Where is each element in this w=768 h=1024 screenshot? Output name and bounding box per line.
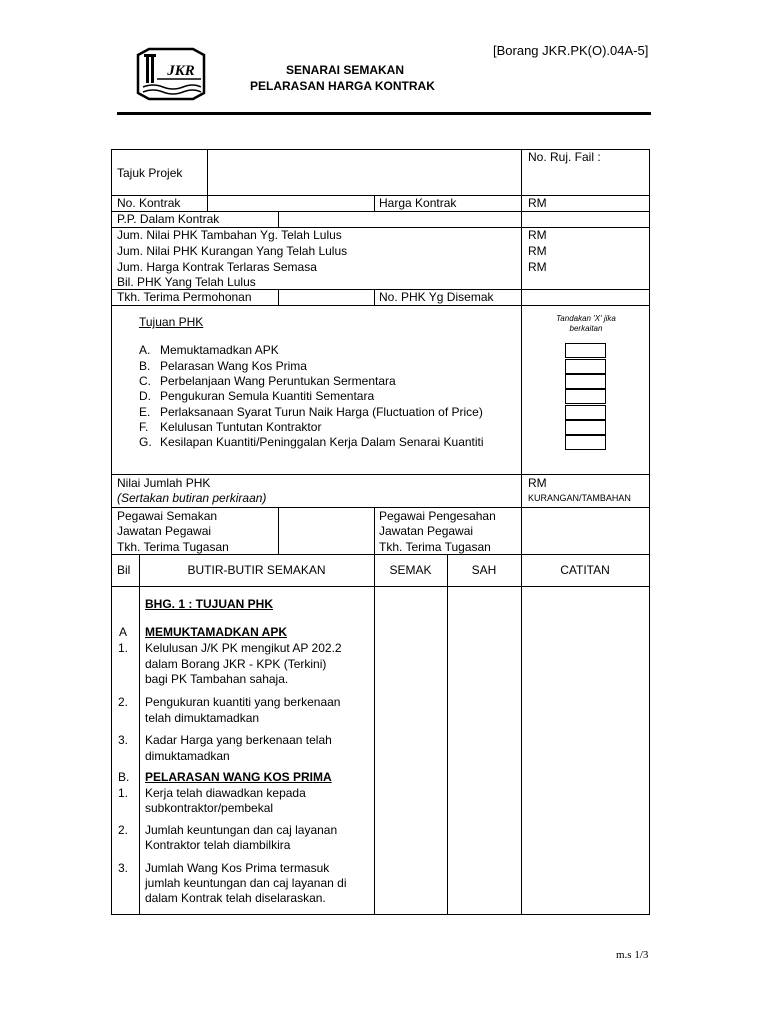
item-b2-line1: Jumlah keuntungan dan caj layanan: [145, 823, 338, 837]
tandakan-instruction-1: Tandakan 'X' jika: [556, 314, 616, 323]
label-kurangan-tambahan: KURANGAN/TAMBAHAN: [528, 493, 631, 503]
item-b-letter: B.: [118, 770, 130, 784]
tujuan-letter-e: E.: [139, 405, 151, 419]
label-nilai-jumlah: Nilai Jumlah PHK: [117, 476, 211, 490]
header-sah: SAH: [471, 563, 497, 577]
label-pegawai-semakan: Pegawai Semakan: [117, 509, 218, 523]
header-butir: BUTIR-BUTIR SEMAKAN: [187, 563, 326, 577]
rm-nilai: RM: [528, 476, 547, 490]
checkbox-f[interactable]: [565, 420, 606, 435]
item-a3-line2: dimuktamadkan: [145, 749, 230, 763]
item-b3-line2: jumlah keuntungan dan caj layanan di: [145, 876, 347, 890]
page-title-line2: PELARASAN HARGA KONTRAK: [250, 79, 435, 93]
item-b1-line2: subkontraktor/pembekal: [145, 801, 274, 815]
item-a1-num: 1.: [118, 641, 129, 655]
item-a2-line1: Pengukuran kuantiti yang berkenaan: [145, 695, 341, 709]
checkbox-g[interactable]: [565, 435, 606, 450]
item-a1-line3: bagi PK Tambahan sahaja.: [145, 672, 289, 686]
item-a1-line1: Kelulusan J/K PK mengikut AP 202.2: [145, 641, 342, 655]
item-a3-line1: Kadar Harga yang berkenaan telah: [145, 733, 332, 747]
label-pp-dalam-kontrak: P.P. Dalam Kontrak: [117, 212, 220, 226]
rm-jum-harga: RM: [528, 260, 547, 274]
label-jum-harga: Jum. Harga Kontrak Terlaras Semasa: [117, 260, 317, 274]
label-tkh-left: Tkh. Terima Tugasan: [117, 540, 229, 554]
tujuan-text-d: Pengukuran Semula Kuantiti Sementara: [160, 389, 375, 403]
tujuan-letter-f: F.: [139, 420, 149, 434]
item-b3-line1: Jumlah Wang Kos Prima termasuk: [145, 861, 330, 875]
tujuan-text-e: Perlaksanaan Syarat Turun Naik Harga (Fluctuation of Price): [160, 405, 483, 419]
rm-jum-kurangan: RM: [528, 244, 547, 258]
header-catitan: CATITAN: [560, 563, 610, 577]
tujuan-text-a: Memuktamadkan APK: [160, 343, 279, 357]
section-title: BHG. 1 : TUJUAN PHK: [145, 597, 274, 611]
item-b-title: PELARASAN WANG KOS PRIMA: [145, 770, 332, 784]
label-pegawai-pengesahan: Pegawai Pengesahan: [379, 509, 496, 523]
item-b3-num: 3.: [118, 861, 129, 875]
rm-harga-kontrak: RM: [528, 196, 547, 210]
label-jum-tambahan: Jum. Nilai PHK Tambahan Yg. Telah Lulus: [117, 228, 342, 242]
checkbox-b[interactable]: [565, 359, 606, 374]
label-no-kontrak: No. Kontrak: [117, 196, 181, 210]
tujuan-heading: Tujuan PHK: [139, 315, 204, 329]
item-a2-num: 2.: [118, 695, 129, 709]
label-jawatan-left: Jawatan Pegawai: [117, 524, 212, 538]
form-code: [Borang JKR.PK(O).04A-5]: [493, 43, 649, 58]
header-rule: [117, 112, 651, 115]
page-title-line1: SENARAI SEMAKAN: [286, 63, 405, 77]
logo-text: JKR: [167, 63, 195, 79]
label-bil-phk: Bil. PHK Yang Telah Lulus: [117, 275, 256, 289]
item-a-title: MEMUKTAMADKAN APK: [145, 625, 287, 639]
label-harga-kontrak: Harga Kontrak: [379, 196, 457, 210]
item-a-letter: A: [119, 625, 128, 639]
checkbox-d[interactable]: [565, 389, 606, 404]
label-tajuk-projek: Tajuk Projek: [117, 166, 183, 180]
item-b1-line1: Kerja telah diawadkan kepada: [145, 786, 306, 800]
item-b2-num: 2.: [118, 823, 129, 837]
item-a2-line2: telah dimuktamadkan: [145, 711, 260, 725]
label-jawatan-right: Jawatan Pegawai: [379, 524, 474, 538]
tujuan-text-f: Kelulusan Tuntutan Kontraktor: [160, 420, 322, 434]
item-a3-num: 3.: [118, 733, 129, 747]
item-b1-num: 1.: [118, 786, 129, 800]
tujuan-letter-c: C.: [139, 374, 151, 388]
checkbox-c[interactable]: [565, 374, 606, 389]
header-bil: Bil: [117, 563, 131, 577]
item-b2-line2: Kontraktor telah diambilkira: [145, 838, 291, 852]
rm-jum-tambahan: RM: [528, 228, 547, 242]
tujuan-letter-a: A.: [139, 343, 151, 357]
label-tkh-right: Tkh. Terima Tugasan: [379, 540, 491, 554]
item-b3-line3: dalam Kontrak telah diselaraskan.: [145, 891, 326, 905]
label-jum-kurangan: Jum. Nilai PHK Kurangan Yang Telah Lulus: [117, 244, 348, 258]
checkbox-a[interactable]: [565, 343, 606, 358]
label-tkh-terima: Tkh. Terima Permohonan: [117, 290, 252, 304]
checkbox-e[interactable]: [565, 405, 606, 420]
tujuan-letter-b: B.: [139, 359, 151, 373]
tandakan-instruction-2: berkaitan: [569, 324, 603, 333]
label-no-ruj-fail: No. Ruj. Fail :: [528, 150, 601, 164]
tujuan-text-b: Pelarasan Wang Kos Prima: [160, 359, 307, 373]
jkr-logo: [133, 47, 209, 101]
label-sertakan: (Sertakan butiran perkiraan): [117, 491, 267, 505]
tujuan-letter-d: D.: [139, 389, 151, 403]
label-no-phk: No. PHK Yg Disemak: [379, 290, 494, 304]
item-a1-line2: dalam Borang JKR - KPK (Terkini): [145, 657, 327, 671]
tujuan-text-g: Kesilapan Kuantiti/Peninggalan Kerja Dalam Senarai Kuantiti: [160, 435, 484, 449]
tujuan-text-c: Perbelanjaan Wang Peruntukan Sermentara: [160, 374, 396, 388]
tujuan-letter-g: G.: [139, 435, 152, 449]
page-number: m.s 1/3: [616, 949, 649, 961]
header-semak: SEMAK: [389, 563, 432, 577]
